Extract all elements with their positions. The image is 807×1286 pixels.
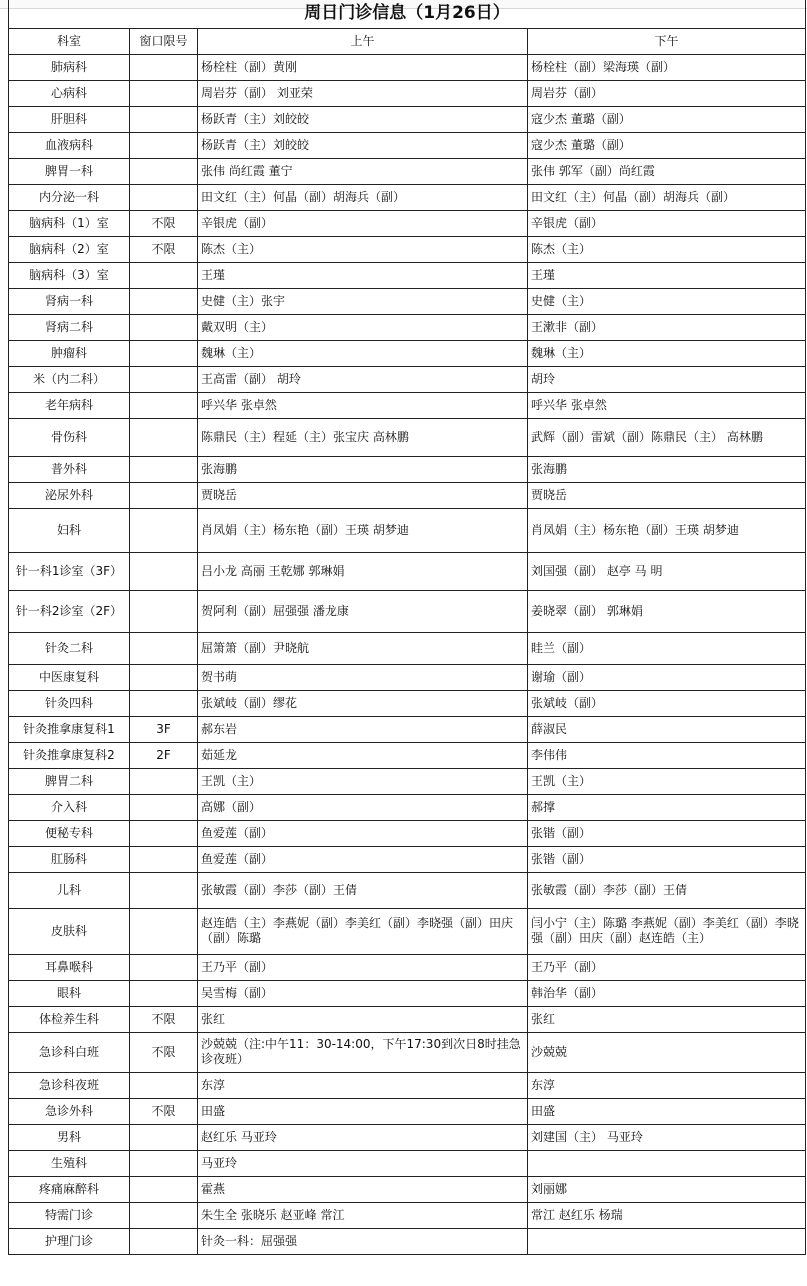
table-row	[9, 794, 806, 820]
column-header-window[interactable]: 窗口限号	[130, 28, 198, 54]
dept-cell[interactable]: 心病科	[9, 80, 130, 106]
title-row	[9, 0, 806, 28]
table-row	[9, 980, 806, 1006]
dept-cell[interactable]: 脾胃二科	[9, 768, 130, 794]
afternoon-cell[interactable]: 东淳	[528, 1072, 806, 1098]
window-limit-cell[interactable]	[130, 632, 198, 664]
window-limit-cell[interactable]	[130, 1176, 198, 1202]
dept-cell[interactable]: 肾病一科	[9, 288, 130, 314]
table-row	[9, 908, 806, 954]
table-row	[9, 158, 806, 184]
afternoon-cell[interactable]: 薛淑民	[528, 716, 806, 742]
morning-cell[interactable]: 东淳	[198, 1072, 528, 1098]
window-limit-cell[interactable]	[130, 846, 198, 872]
window-limit-cell[interactable]	[130, 954, 198, 980]
dept-cell[interactable]: 男科	[9, 1124, 130, 1150]
afternoon-cell[interactable]: 张斌岐（副）	[528, 690, 806, 716]
table-row	[9, 80, 806, 106]
dept-cell[interactable]: 针灸二科	[9, 632, 130, 664]
afternoon-cell[interactable]: 谢瑜（副）	[528, 664, 806, 690]
window-limit-cell[interactable]: 3F	[130, 716, 198, 742]
morning-cell[interactable]: 屈箫箫（副）尹晓航	[198, 632, 528, 664]
afternoon-cell[interactable]: 呼兴华 张卓然	[528, 392, 806, 418]
morning-cell[interactable]: 朱生全 张晓乐 赵亚峰 常江	[198, 1202, 528, 1228]
window-limit-cell[interactable]: 2F	[130, 742, 198, 768]
table-row	[9, 314, 806, 340]
afternoon-cell[interactable]: 王乃平（副）	[528, 954, 806, 980]
morning-cell[interactable]: 贺阿利（副）屈强强 潘龙康	[198, 590, 528, 632]
schedule-table	[8, 0, 806, 1255]
morning-cell[interactable]: 王凯（主）	[198, 768, 528, 794]
table-row	[9, 288, 806, 314]
dept-cell[interactable]: 针灸推拿康复科1	[9, 716, 130, 742]
morning-cell[interactable]: 张红	[198, 1006, 528, 1032]
afternoon-cell[interactable]: 史健（主）	[528, 288, 806, 314]
window-limit-cell[interactable]	[130, 184, 198, 210]
afternoon-cell[interactable]	[528, 1150, 806, 1176]
table-row	[9, 184, 806, 210]
afternoon-cell[interactable]: 寇少杰 董璐（副）	[528, 132, 806, 158]
morning-cell[interactable]: 吕小龙 高丽 王乾娜 郭琳娟	[198, 552, 528, 590]
morning-cell[interactable]: 田文红（主）何晶（副）胡海兵（副）	[198, 184, 528, 210]
morning-cell[interactable]: 戴双明（主）	[198, 314, 528, 340]
table-row	[9, 1150, 806, 1176]
afternoon-cell[interactable]: 武辉（副）雷斌（副）陈鼎民（主） 高林鹏	[528, 418, 806, 456]
afternoon-cell[interactable]: 辛银虎（副）	[528, 210, 806, 236]
window-limit-cell[interactable]: 不限	[130, 210, 198, 236]
morning-cell[interactable]: 魏琳（主）	[198, 340, 528, 366]
page-title: 周日门诊信息（1月26日）	[9, 0, 806, 28]
morning-cell[interactable]: 杨跃青（主）刘皎皎	[198, 106, 528, 132]
table-row	[9, 768, 806, 794]
table-row	[9, 690, 806, 716]
table-row	[9, 954, 806, 980]
afternoon-cell[interactable]: 肖凤娟（主）杨东艳（副）王瑛 胡梦迪	[528, 508, 806, 552]
afternoon-cell[interactable]: 刘国强（副） 赵亭 马 明	[528, 552, 806, 590]
morning-cell[interactable]: 辛银虎（副）	[198, 210, 528, 236]
schedule-table-body	[9, 0, 806, 1254]
table-row	[9, 1006, 806, 1032]
dept-cell[interactable]: 老年病科	[9, 392, 130, 418]
morning-cell[interactable]: 杨跃青（主）刘皎皎	[198, 132, 528, 158]
afternoon-cell[interactable]: 杨栓柱（副）梁海瑛（副）	[528, 54, 806, 80]
afternoon-cell[interactable]: 胡玲	[528, 366, 806, 392]
afternoon-cell[interactable]: 田盛	[528, 1098, 806, 1124]
table-row	[9, 418, 806, 456]
table-row	[9, 1176, 806, 1202]
dept-cell[interactable]: 肾病二科	[9, 314, 130, 340]
morning-cell[interactable]: 陈杰（主）	[198, 236, 528, 262]
morning-cell[interactable]: 鱼爱莲（副）	[198, 820, 528, 846]
window-limit-cell[interactable]	[130, 1072, 198, 1098]
afternoon-cell[interactable]: 郝撑	[528, 794, 806, 820]
window-limit-cell[interactable]	[130, 768, 198, 794]
table-row	[9, 1032, 806, 1072]
window-limit-cell[interactable]	[130, 482, 198, 508]
window-limit-cell[interactable]	[130, 820, 198, 846]
column-header-pm[interactable]: 下午	[528, 28, 806, 54]
afternoon-cell[interactable]: 王凯（主）	[528, 768, 806, 794]
table-row	[9, 1228, 806, 1254]
morning-cell[interactable]: 沙兢兢（注:中午11：30-14:00，下午17:30到次日8时挂急诊夜班）	[198, 1032, 528, 1072]
afternoon-cell[interactable]: 王瑾	[528, 262, 806, 288]
morning-cell[interactable]: 高娜（副）	[198, 794, 528, 820]
window-limit-cell[interactable]	[130, 664, 198, 690]
dept-cell[interactable]: 生殖科	[9, 1150, 130, 1176]
morning-cell[interactable]: 茹延龙	[198, 742, 528, 768]
window-limit-cell[interactable]	[130, 690, 198, 716]
afternoon-cell[interactable]: 姜晓翠（副） 郭琳娟	[528, 590, 806, 632]
dept-cell[interactable]: 便秘专科	[9, 820, 130, 846]
dept-cell[interactable]: 中医康复科	[9, 664, 130, 690]
table-row	[9, 1202, 806, 1228]
dept-cell[interactable]: 急诊科白班	[9, 1032, 130, 1072]
window-limit-cell[interactable]	[130, 80, 198, 106]
window-limit-cell[interactable]	[130, 1124, 198, 1150]
schedule-sheet	[8, 0, 805, 1255]
afternoon-cell[interactable]: 刘建国（主） 马亚玲	[528, 1124, 806, 1150]
morning-cell[interactable]: 呼兴华 张卓然	[198, 392, 528, 418]
morning-cell[interactable]: 贾晓岳	[198, 482, 528, 508]
table-row	[9, 632, 806, 664]
afternoon-cell[interactable]: 魏琳（主）	[528, 340, 806, 366]
afternoon-cell[interactable]: 张红	[528, 1006, 806, 1032]
morning-cell[interactable]: 田盛	[198, 1098, 528, 1124]
morning-cell[interactable]: 陈鼎民（主）程延（主）张宝庆 高林鹏	[198, 418, 528, 456]
morning-cell[interactable]: 张敏霞（副）李莎（副）王倩	[198, 872, 528, 908]
afternoon-cell[interactable]: 田文红（主）何晶（副）胡海兵（副）	[528, 184, 806, 210]
afternoon-cell[interactable]: 刘丽娜	[528, 1176, 806, 1202]
morning-cell[interactable]: 王瑾	[198, 262, 528, 288]
dept-cell[interactable]: 儿科	[9, 872, 130, 908]
afternoon-cell[interactable]: 闫小宁（主）陈璐 李燕妮（副）李美红（副）李晓强（副）田庆（副）赵连皓（主）	[528, 908, 806, 954]
dept-cell[interactable]: 肿瘤科	[9, 340, 130, 366]
dept-cell[interactable]: 血液病科	[9, 132, 130, 158]
column-header-am[interactable]: 上午	[198, 28, 528, 54]
afternoon-cell[interactable]: 眭兰（副）	[528, 632, 806, 664]
afternoon-cell[interactable]: 韩治华（副）	[528, 980, 806, 1006]
morning-cell[interactable]: 郝东岩	[198, 716, 528, 742]
table-row	[9, 742, 806, 768]
window-limit-cell[interactable]: 不限	[130, 236, 198, 262]
afternoon-cell[interactable]: 寇少杰 董璐（副）	[528, 106, 806, 132]
window-limit-cell[interactable]	[130, 314, 198, 340]
morning-cell[interactable]: 赵连皓（主）李燕妮（副）李美红（副）李晓强（副）田庆（副）陈璐	[198, 908, 528, 954]
dept-cell[interactable]: 特需门诊	[9, 1202, 130, 1228]
afternoon-cell[interactable]: 陈杰（主）	[528, 236, 806, 262]
morning-cell[interactable]: 王高雷（副） 胡玲	[198, 366, 528, 392]
morning-cell[interactable]: 鱼爱莲（副）	[198, 846, 528, 872]
table-row	[9, 132, 806, 158]
window-limit-cell[interactable]	[130, 158, 198, 184]
dept-cell[interactable]: 肝胆科	[9, 106, 130, 132]
window-limit-cell[interactable]	[130, 418, 198, 456]
table-row	[9, 590, 806, 632]
table-row	[9, 366, 806, 392]
table-row	[9, 846, 806, 872]
dept-cell[interactable]: 泌尿外科	[9, 482, 130, 508]
morning-cell[interactable]: 张海鹏	[198, 456, 528, 482]
morning-cell[interactable]: 吴雪梅（副）	[198, 980, 528, 1006]
window-limit-cell[interactable]	[130, 456, 198, 482]
dept-cell[interactable]: 体检养生科	[9, 1006, 130, 1032]
afternoon-cell[interactable]: 王漱非（副）	[528, 314, 806, 340]
window-limit-cell[interactable]	[130, 980, 198, 1006]
table-row	[9, 236, 806, 262]
afternoon-cell[interactable]: 张锴（副）	[528, 846, 806, 872]
dept-cell[interactable]: 急诊外科	[9, 1098, 130, 1124]
table-row	[9, 456, 806, 482]
window-limit-cell[interactable]	[130, 1150, 198, 1176]
morning-cell[interactable]: 周岩芬（副） 刘亚荣	[198, 80, 528, 106]
dept-cell[interactable]: 内分泌一科	[9, 184, 130, 210]
morning-cell[interactable]: 贺书萌	[198, 664, 528, 690]
table-row	[9, 508, 806, 552]
table-row	[9, 820, 806, 846]
table-row	[9, 340, 806, 366]
morning-cell[interactable]: 张伟 尚红霞 董宁	[198, 158, 528, 184]
morning-cell[interactable]: 霍燕	[198, 1176, 528, 1202]
dept-cell[interactable]: 米（内二科）	[9, 366, 130, 392]
table-row	[9, 262, 806, 288]
afternoon-cell[interactable]: 张敏霞（副）李莎（副）王倩	[528, 872, 806, 908]
table-row	[9, 872, 806, 908]
dept-cell[interactable]: 普外科	[9, 456, 130, 482]
window-limit-cell[interactable]	[130, 794, 198, 820]
dept-cell[interactable]: 急诊科夜班	[9, 1072, 130, 1098]
dept-cell[interactable]: 护理门诊	[9, 1228, 130, 1254]
dept-cell[interactable]: 肺病科	[9, 54, 130, 80]
window-limit-cell[interactable]	[130, 132, 198, 158]
window-limit-cell[interactable]	[130, 552, 198, 590]
window-limit-cell[interactable]	[130, 908, 198, 954]
dept-cell[interactable]: 耳鼻喉科	[9, 954, 130, 980]
dept-cell[interactable]: 脑病科（1）室	[9, 210, 130, 236]
window-limit-cell[interactable]	[130, 54, 198, 80]
table-row	[9, 1072, 806, 1098]
table-row	[9, 716, 806, 742]
table-row	[9, 1124, 806, 1150]
window-limit-cell[interactable]	[130, 872, 198, 908]
table-row	[9, 106, 806, 132]
morning-cell[interactable]: 张斌岐（副）缪花	[198, 690, 528, 716]
table-row	[9, 664, 806, 690]
dept-cell[interactable]: 肛肠科	[9, 846, 130, 872]
afternoon-cell[interactable]: 常江 赵红乐 杨瑞	[528, 1202, 806, 1228]
window-limit-cell[interactable]	[130, 392, 198, 418]
afternoon-cell[interactable]: 周岩芬（副）	[528, 80, 806, 106]
window-limit-cell[interactable]	[130, 288, 198, 314]
table-row	[9, 482, 806, 508]
window-limit-cell[interactable]: 不限	[130, 1098, 198, 1124]
afternoon-cell[interactable]: 贾晓岳	[528, 482, 806, 508]
dept-cell[interactable]: 针灸四科	[9, 690, 130, 716]
dept-cell[interactable]: 脑病科（2）室	[9, 236, 130, 262]
afternoon-cell[interactable]	[528, 1228, 806, 1254]
table-row	[9, 54, 806, 80]
dept-cell[interactable]: 脾胃一科	[9, 158, 130, 184]
morning-cell[interactable]: 马亚玲	[198, 1150, 528, 1176]
window-limit-cell[interactable]	[130, 1228, 198, 1254]
table-row	[9, 210, 806, 236]
window-limit-cell[interactable]	[130, 590, 198, 632]
morning-cell[interactable]: 史健（主）张宇	[198, 288, 528, 314]
window-limit-cell[interactable]	[130, 106, 198, 132]
morning-cell[interactable]: 赵红乐 马亚玲	[198, 1124, 528, 1150]
morning-cell[interactable]: 王乃平（副）	[198, 954, 528, 980]
window-limit-cell[interactable]: 不限	[130, 1006, 198, 1032]
window-limit-cell[interactable]: 不限	[130, 1032, 198, 1072]
afternoon-cell[interactable]: 张伟 郭军（副）尚红霞	[528, 158, 806, 184]
dept-cell[interactable]: 针一科1诊室（3F）	[9, 552, 130, 590]
dept-cell[interactable]: 介入科	[9, 794, 130, 820]
window-limit-cell[interactable]	[130, 508, 198, 552]
morning-cell[interactable]: 杨栓柱（副）黄刚	[198, 54, 528, 80]
morning-cell[interactable]: 肖凤娟（主）杨东艳（副）王瑛 胡梦迪	[198, 508, 528, 552]
dept-cell[interactable]: 骨伤科	[9, 418, 130, 456]
table-row	[9, 392, 806, 418]
table-row	[9, 1098, 806, 1124]
window-limit-cell[interactable]	[130, 262, 198, 288]
dept-cell[interactable]: 针一科2诊室（2F）	[9, 590, 130, 632]
afternoon-cell[interactable]: 李伟伟	[528, 742, 806, 768]
morning-cell[interactable]: 针灸一科：屈强强	[198, 1228, 528, 1254]
window-limit-cell[interactable]	[130, 1202, 198, 1228]
header-row	[9, 28, 806, 54]
afternoon-cell[interactable]: 张锴（副）	[528, 820, 806, 846]
dept-cell[interactable]: 眼科	[9, 980, 130, 1006]
window-limit-cell[interactable]	[130, 340, 198, 366]
table-row	[9, 552, 806, 590]
afternoon-cell[interactable]: 沙兢兢	[528, 1032, 806, 1072]
afternoon-cell[interactable]: 张海鹏	[528, 456, 806, 482]
dept-cell[interactable]: 脑病科（3）室	[9, 262, 130, 288]
dept-cell[interactable]: 妇科	[9, 508, 130, 552]
window-limit-cell[interactable]	[130, 366, 198, 392]
dept-cell[interactable]: 疼痛麻醉科	[9, 1176, 130, 1202]
column-header-dept[interactable]: 科室	[9, 28, 130, 54]
dept-cell[interactable]: 皮肤科	[9, 908, 130, 954]
dept-cell[interactable]: 针灸推拿康复科2	[9, 742, 130, 768]
